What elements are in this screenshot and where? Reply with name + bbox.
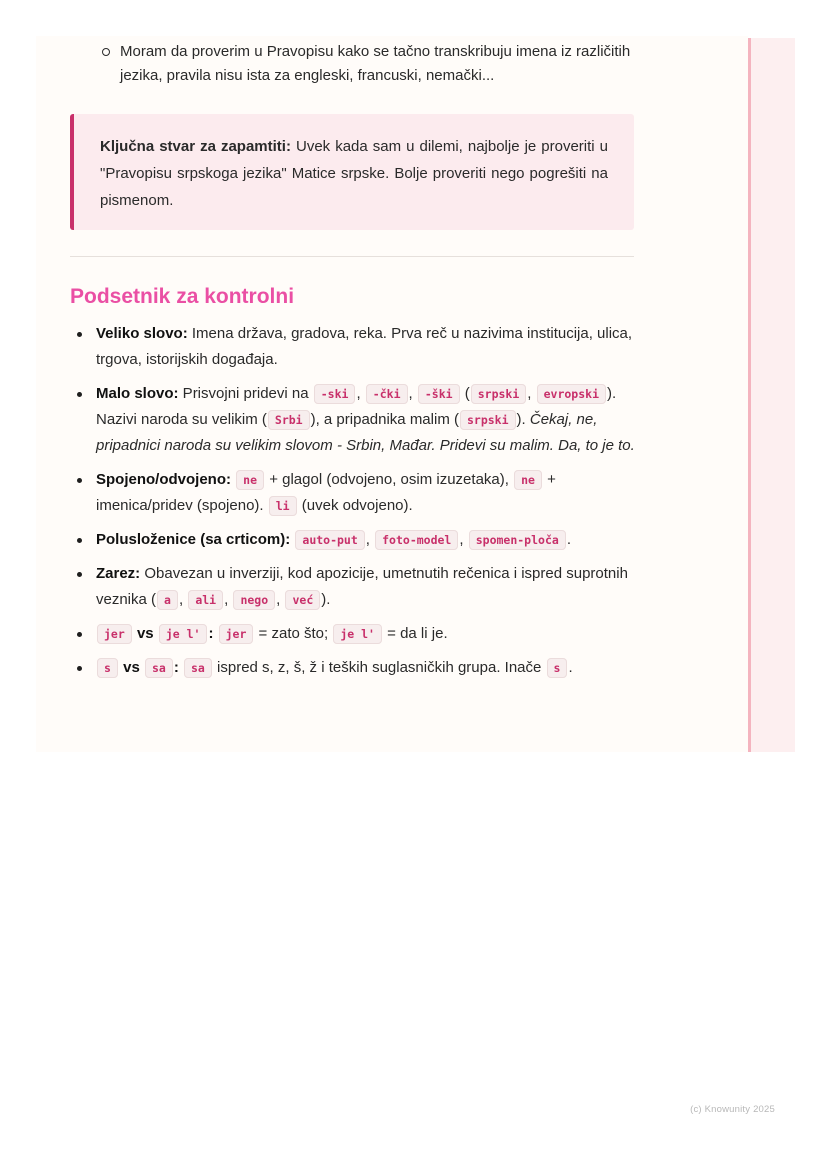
code-chip: foto-model (375, 530, 458, 550)
italic-note: Čekaj, ne, pripadnici naroda su velikim slovom - Srbin, Mađar. Pridevi su malim. Da, to je to. (96, 411, 635, 454)
item-text: (uvek odvojeno). (297, 497, 413, 514)
code-chip: sa (145, 658, 173, 678)
code-chip: a (157, 590, 178, 610)
item-text: . (568, 659, 573, 676)
colon-label: : (173, 659, 183, 676)
bullet-icon (77, 666, 82, 671)
code-chip: već (285, 590, 320, 610)
list-item (70, 321, 636, 373)
code-chip: -čki (366, 384, 408, 404)
item-text: + imenica/pridev (spojeno). (96, 471, 556, 514)
separator: , (178, 591, 188, 608)
section-heading: Podsetnik za kontrolni (70, 285, 295, 308)
side-strip (748, 38, 795, 752)
vs-label: vs (118, 659, 144, 676)
list-item (70, 561, 636, 613)
code-chip: je l' (333, 624, 382, 644)
item-text: ispred s, z, š, ž i teških suglasničkih grupa. Inače (212, 659, 546, 676)
code-chip: jer (97, 624, 132, 644)
callout-label: Ključna stvar za zapamtiti: (100, 138, 291, 155)
bullet-icon (77, 332, 82, 337)
code-chip: srpski (460, 410, 516, 430)
code-chip: evropski (537, 384, 606, 404)
item-text: Imena država, gradova, reka. Prva reč u nazivima institucija, ulica, trgova, istorijskih događaja. (96, 325, 633, 368)
item-text: + glagol (odvojeno, osim izuzetaka), (265, 471, 514, 488)
item-label: Malo slovo: (96, 385, 179, 402)
code-chip: ne (514, 470, 542, 490)
key-takeaway-callout (70, 114, 634, 230)
section-divider (70, 256, 634, 257)
item-text: ). Nazivi naroda su velikim ( (96, 385, 617, 428)
item-label: Spojeno/odvojeno: (96, 471, 231, 488)
separator: , (459, 531, 468, 548)
note-content (70, 40, 636, 689)
code-chip: -ski (314, 384, 356, 404)
item-text: = zato što; (254, 625, 333, 642)
item-label: Veliko slovo: (96, 325, 188, 342)
item-label: Zarez: (96, 565, 141, 582)
bullet-icon (77, 572, 82, 577)
code-chip: li (269, 496, 297, 516)
sub-list-item (70, 40, 636, 88)
separator: ( (460, 385, 470, 402)
list-item (70, 381, 636, 459)
code-chip: nego (233, 590, 275, 610)
code-chip: sa (184, 658, 212, 678)
code-chip: spomen-ploča (469, 530, 566, 550)
code-chip: ne (236, 470, 264, 490)
reminder-list (70, 321, 636, 681)
code-chip: jer (219, 624, 254, 644)
item-text: . (566, 531, 571, 548)
code-chip: s (547, 658, 568, 678)
separator: , (408, 385, 417, 402)
hollow-bullet-icon (102, 48, 110, 56)
separator: , (365, 531, 375, 548)
separator: , (527, 385, 536, 402)
colon-label: : (208, 625, 218, 642)
bullet-icon (77, 392, 82, 397)
separator: , (224, 591, 233, 608)
copyright-footer: (c) Knowunity 2025 (690, 1104, 775, 1115)
list-item (70, 467, 636, 519)
code-chip: auto-put (295, 530, 364, 550)
vs-label: vs (132, 625, 158, 642)
code-chip: ali (188, 590, 223, 610)
item-text: ). (321, 591, 331, 608)
list-item (70, 655, 636, 681)
callout-text: Uvek kada sam u dilemi, najbolje je proveriti u "Pravopisu srpskoga jezika" Matice srpske. Bolje proveriti nego pogrešiti na pismenom. (100, 138, 609, 209)
code-chip: srpski (471, 384, 527, 404)
separator: , (276, 591, 285, 608)
item-text: = da li je. (382, 625, 448, 642)
code-chip: Srbi (268, 410, 310, 430)
sub-list-item-text: Moram da proverim u Pravopisu kako se tačno transkribuju imena iz različitih jezika, pravila nisu ista za engleski, francuski, nemački... (120, 43, 631, 84)
item-text: ), a pripadnika malim ( (310, 411, 459, 428)
bullet-icon (77, 478, 82, 483)
list-item (70, 621, 636, 647)
code-chip: s (97, 658, 118, 678)
code-chip: -ški (418, 384, 460, 404)
separator: , (356, 385, 365, 402)
bullet-icon (77, 632, 82, 637)
item-text: Prisvojni pridevi na (178, 385, 313, 402)
list-item (70, 527, 636, 553)
item-label: Polusloženice (sa crticom): (96, 531, 291, 548)
code-chip: je l' (159, 624, 208, 644)
bullet-icon (77, 538, 82, 543)
item-text: ). (516, 411, 530, 428)
item-text: Obavezan u inverziji, kod apozicije, umetnutih rečenica i ispred suprotnih veznika ( (96, 565, 628, 608)
